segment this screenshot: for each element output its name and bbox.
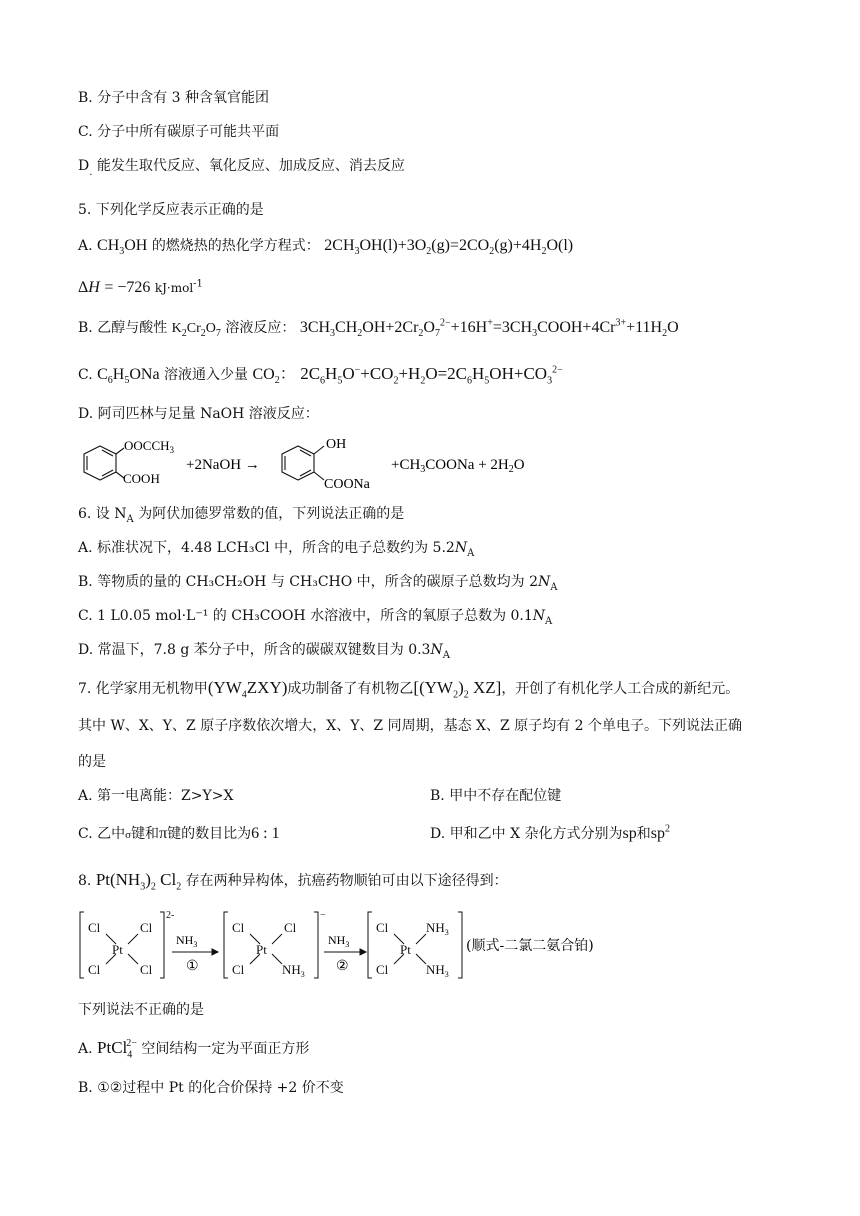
svg-text:Cl: Cl — [376, 962, 389, 977]
svg-text:Cl: Cl — [284, 920, 297, 935]
q8-complex-formula: $Pt(NH_3)_2$ $Cl_2$ — [95, 870, 182, 893]
q8-option-b: B. ①②过程中 Pt 的化合价保持 +2 价不变 — [78, 1080, 344, 1096]
q7-c-c: 键的数目比为 — [167, 826, 252, 842]
q6-b-text: B. 等物质的量的 CH₃CH₂OH 与 CH₃CHO 中，所含的碳原子总数均为 2 — [78, 574, 539, 590]
q8-a-text: 空间结构一定为平面正方形 — [141, 1041, 310, 1057]
carboxylate-group: COONa — [324, 477, 370, 492]
q7-option-b: B. 甲中不存在配位键 — [430, 788, 562, 804]
q8-option-a — [78, 1038, 309, 1059]
aspirin-reaction-scheme — [76, 432, 596, 496]
q5-dh-unit: kJ·mol — [154, 281, 194, 295]
q7-option-d: D. 甲和乙中 X 杂化方式分别为sp和$sp^2$ — [430, 823, 670, 842]
step-2-label: ② — [336, 959, 349, 974]
q5-dh-symbol: ΔH — [78, 279, 100, 296]
nh3-reagent-1: $NH_3$ — [176, 933, 198, 949]
q6-d-text: D. 常温下，7.8 g 苯分子中，所含的碳碳双键数目为 0.3 — [78, 642, 431, 658]
svg-text:Pt: Pt — [400, 942, 411, 957]
naoh-reagent: +2NaOH → — [186, 457, 260, 473]
q7-option-c: C. 乙中σ键和π键的数目比为6 : 1 — [78, 825, 280, 842]
svg-text:2-: 2- — [166, 910, 175, 921]
q5-option-b — [78, 318, 679, 339]
aspirin-structure — [84, 446, 124, 480]
svg-text:Cl: Cl — [232, 920, 245, 935]
q7-stem-a: 7. 化学家用无机物甲 — [78, 681, 208, 697]
q5-a-formula: $CH_3OH$ — [97, 237, 148, 258]
q7-compound-yi: [$(YW_2)_2$ XZ] — [413, 678, 502, 701]
svg-text:NH3: $NH_3$ — [426, 962, 449, 979]
q5-c-text: 溶液通入少量 — [164, 367, 249, 383]
q6-option-d: D. 常温下，7.8 g 苯分子中，所含的碳碳双键数目为 $0.3N_A$ — [78, 642, 450, 661]
q8-stem: 8. $Pt(NH_3)_2$ $Cl_2$ 存在两种异构体，抗癌药物顺铂可由以下途径得到： — [78, 870, 508, 893]
svg-text:−: − — [320, 910, 326, 921]
q5-b-reagent: $K_2Cr_2O_7$ — [171, 321, 221, 339]
q8-stem-tail: 存在两种异构体，抗癌药物顺铂可由以下途径得到： — [185, 873, 508, 889]
svg-text:NH3: $NH_3$ — [426, 920, 449, 937]
q5-a-equation: $2CH_3OH(l)+3O_2(g)=2CO_2(g)+4H_2O(l)$ — [324, 237, 574, 258]
q7-c-a: C. 乙中 — [78, 826, 126, 842]
q8-question: 下列说法不正确的是 — [78, 1002, 204, 1018]
aspirin-products: $+CH_3COONa + 2H_2O$ — [391, 457, 525, 475]
q7-d-b: 和 — [636, 826, 651, 842]
q5-option-d: D. 阿司匹林与足量 NaOH 溶液反应： — [78, 406, 319, 422]
svg-text:Cl: Cl — [140, 920, 153, 935]
q7-stem-c: ，开创了有机化学人工合成的新纪元。 — [501, 681, 740, 697]
q5-b-text: 溶液反应： — [225, 320, 296, 336]
svg-text:Cl: Cl — [88, 962, 101, 977]
q4-option-b: B. 分子中含有 3 种含氧官能团 — [78, 90, 269, 106]
q4-option-d: $D_\cdot$ 能发生取代反应、氧化反应、加成反应、消去反应 — [78, 158, 405, 181]
phenol-oh-group: OH — [326, 437, 347, 452]
svg-text:NH3: $NH_3$ — [282, 962, 305, 979]
q5-b-label: B. 乙醇与酸性 — [78, 320, 168, 336]
q5-dh-value: = −726 — [104, 279, 151, 296]
q5-option-a-enthalpy: ΔH = −726 kJ·mol$^{-1}$ — [78, 278, 203, 296]
q5-option-c — [78, 364, 563, 385]
svg-text:Cl: Cl — [140, 962, 153, 977]
q6-stem-text: 6. 设 N — [78, 506, 127, 522]
step-1-label: ① — [186, 959, 199, 974]
cisplatin-complex — [376, 920, 449, 979]
q5-c-equation: $2C_6H_5O^-+CO_2+H_2O=2C_6H_5OH+CO_3^{2-}$ — [300, 364, 563, 387]
q5-c-label: C. — [78, 367, 98, 383]
q6-stem-tail: 为阿伏加德罗常数的值，下列说法正确的是 — [138, 506, 405, 522]
q6-option-a: A. 标准状况下，4.48 LCH₃Cl 中，所含的电子总数约为 $5.2N_A$ — [78, 540, 475, 559]
q5-option-a — [78, 236, 573, 256]
aspirin-ester-group: $OOCCH_3$ — [124, 438, 175, 455]
q6-option-c: C. 1 L0.05 mol·L⁻¹ 的 CH₃COOH 水溶液中，所含的氧原子总数为 $0.1N_A$ — [78, 608, 553, 627]
svg-text:Cl: Cl — [376, 920, 389, 935]
q7-compound-jia: $(YW_4ZXY)$ — [207, 678, 288, 701]
q8-a-label: A. — [78, 1041, 98, 1057]
q5-stem: 5. 下列化学反应表示正确的是 — [78, 202, 264, 218]
svg-text:Cl: Cl — [88, 920, 101, 935]
q7-c-b: 键和 — [131, 826, 160, 842]
svg-text:Pt: Pt — [256, 942, 267, 957]
q6-stem: 6. 设 $N_A$ 为阿伏加德罗常数的值，下列说法正确的是 — [78, 506, 405, 525]
salicylate-structure — [282, 446, 324, 480]
q7-stem — [78, 678, 739, 699]
aspirin-acid-group: COOH — [123, 471, 160, 486]
q5-a-text: 的燃烧热的热化学方程式： — [151, 238, 320, 254]
q6-c-text: C. 1 L0.05 mol·L⁻¹ 的 CH₃COOH 水溶液中，所含的氧原子总数为 0.1 — [78, 608, 533, 624]
svg-text:Cl: Cl — [232, 962, 245, 977]
nh3-reagent-2: $NH_3$ — [328, 933, 350, 949]
q7-stem-b: 成功制备了有机物乙 — [287, 681, 414, 697]
q7-stem-line3: 的是 — [78, 754, 106, 770]
q4-option-d-text: 能发生取代反应、氧化反应、加成反应、消去反应 — [96, 158, 405, 174]
cisplatin-name: (顺式-二氯二氨合铂) — [466, 938, 594, 954]
q8-a-ion: PtCl$_4^{2-}$ — [97, 1038, 137, 1061]
q5-c-reagent: $C_6H_5ONa$ — [97, 366, 160, 387]
q6-option-b: B. 等物质的量的 CH₃CH₂OH 与 CH₃CHO 中，所含的碳原子总数均为 $2N_A$ — [78, 574, 558, 593]
q7-stem-line2: 其中 W、X、Y、Z 原子序数依次增大，X、Y、Z 同周期，基态 X、Z 原子均有 2 个单电子。下列说法正确 — [78, 718, 743, 734]
ptcl3nh3-complex — [232, 910, 326, 979]
ptcl4-complex — [88, 910, 174, 977]
cisplatin-synthesis-scheme — [76, 908, 636, 984]
q5-a-label: A. — [78, 238, 98, 254]
svg-text:Pt: Pt — [112, 942, 123, 957]
q6-a-text: A. 标准状况下，4.48 LCH₃Cl 中，所含的电子总数约为 5.2 — [78, 540, 455, 556]
q5-b-equation: $3CH_3CH_2OH+2Cr_2O_7^{2-}+16H^+=3CH_3COOH+4Cr^{3+}+11H_2O$ — [299, 317, 679, 340]
q7-option-a: A. 第一电离能：Z>Y>X — [78, 788, 234, 804]
q7-d-a: D. 甲和乙中 X 杂化方式分别为 — [430, 826, 623, 842]
q5-c-co2: $CO_2$： — [252, 366, 296, 387]
q4-option-c: C. 分子中所有碳原子可能共平面 — [78, 124, 280, 140]
